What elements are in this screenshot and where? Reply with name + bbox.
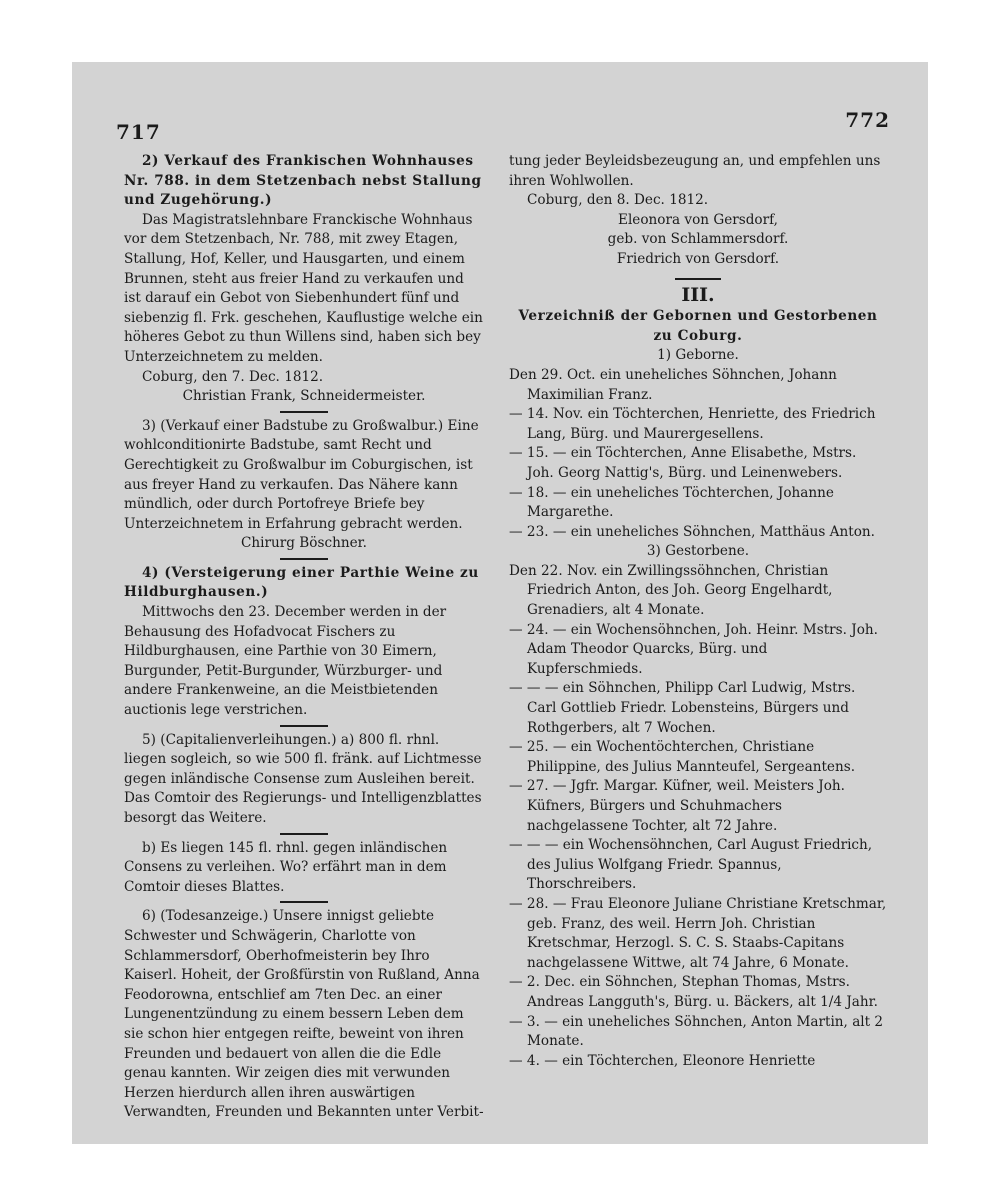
ad-signature: Christian Frank, Schneidermeister.: [182, 388, 426, 405]
right-column: [509, 152, 887, 1071]
divider: [280, 901, 328, 903]
section-numeral: III.: [681, 283, 715, 306]
divider: [280, 411, 328, 413]
register-entry: — — — ein Wochensöhnchen, Carl August Friedrich, des Julius Wolfgang Friedr. Spannus, Thorschreibers.: [509, 837, 873, 893]
ad-body: Mittwochs den 23. December werden in der Behausung des Hofadvocat Fischers zu Hildburghausen, eine Parthie von 30 Eimern, Burgunder, Petit-Burgunder, Würzburger- und andere Frankenweine, an die Meistbietenden auctionis lege verstrichen.: [124, 604, 447, 719]
page-number-right: 772: [845, 108, 890, 132]
register-entry: — 4. — ein Töchterchen, Eleonore Henriette: [509, 1052, 816, 1069]
scanned-page: [72, 62, 928, 1144]
register-entry: — 15. — ein Töchterchen, Anne Elisabethe, Mstrs. Joh. Georg Nattig's, Bürg. und Leinenwebers.: [509, 445, 857, 481]
page-number-left: 717: [116, 120, 161, 144]
ad-signature: Chirurg Böschner.: [241, 535, 367, 552]
continued-text: tung jeder Beyleidsbezeugung an, und empfehlen uns ihren Wohlwollen.: [509, 153, 881, 189]
left-column: [124, 152, 484, 1123]
ad-heading: 4) (Versteigerung einer Parthie Weine zu Hildburghausen.): [124, 564, 479, 601]
register-entry: — 25. — ein Wochentöchterchen, Christiane Philippine, des Julius Mannteufel, Sergeantens.: [509, 739, 856, 775]
section-title: Verzeichniß der Gebornen und Gestorbenen zu Coburg.: [518, 308, 878, 344]
ad-body: b) Es liegen 145 fl. rhnl. gegen inländischen Consens zu verleihen. Wo? erfährt man in dem Comtoir dieses Blattes.: [124, 839, 448, 895]
register-entry: Den 29. Oct. ein uneheliches Söhnchen, Johann Maximilian Franz.: [509, 366, 837, 403]
register-entry: — 28. — Frau Eleonore Juliane Christiane Kretschmar, geb. Franz, des weil. Herrn Joh. Christian Kretschmar, Herzogl. S. C. S. Staabs-Capitans nachgelassene Wittwe, alt 74 Jahre, 6 Monate.: [509, 895, 887, 971]
died-heading: 3) Gestorbene.: [646, 543, 750, 560]
place-date: Coburg, den 8. Dec. 1812.: [527, 192, 709, 209]
register-entry: — 27. — Jgfr. Margar. Küfner, weil. Meisters Joh. Küfners, Bürgers und Schuhmachers nachgelassene Tochter, alt 72 Jahre.: [509, 778, 845, 834]
born-heading: 1) Geborne.: [657, 347, 739, 364]
signature-line: Friedrich von Gersdorf.: [616, 250, 780, 267]
register-entry: — — — ein Söhnchen, Philipp Carl Ludwig, Mstrs. Carl Gottlieb Friedr. Lobensteins, Bürgers und Rothgerbers, alt 7 Wochen.: [509, 680, 856, 736]
ad-body: Das Magistratslehnbare Franckische Wohnhaus vor dem Stetzenbach, Nr. 788, mit zwey Etagen, Stallung, Hof, Keller, und Hausgarten, und einem Brunnen, steht aus freier Hand zu verkaufen und ist darauf ein Gebot von Siebenhundert fünf und siebenzig fl. Frk. geschehen, Kauflustige welche ein höheres Gebot zu thun Willens sind, haben sich bey Unterzeichnetem zu melden.: [124, 211, 483, 365]
register-entry: — 23. — ein uneheliches Söhnchen, Matthäus Anton.: [509, 523, 875, 540]
ad-heading: 2) Verkauf des Frankischen Wohnhauses Nr. 788. in dem Stetzenbach nebst Stallung und Zugehörung.): [124, 153, 482, 209]
divider: [280, 833, 328, 835]
register-entry: — 2. Dec. ein Söhnchen, Stephan Thomas, Mstrs. Andreas Langguth's, Bürg. u. Bäckers, alt 1/4 Jahr.: [509, 974, 878, 1010]
signature-line: Eleonora von Gersdorf,: [618, 211, 778, 228]
divider: [675, 278, 721, 280]
register-entry: — 24. — ein Wochensöhnchen, Joh. Heinr. Mstrs. Joh. Adam Theodor Quarcks, Bürg. und Kupferschmieds.: [509, 621, 878, 677]
ad-body: 3) (Verkauf einer Badstube zu Großwalbur.) Eine wohlconditionirte Badstube, samt Recht und Gerechtigkeit zu Großwalbur im Coburgischen, ist aus freyer Hand zu verkaufen. Das Nähere kann mündlich, oder durch Portofreye Briefe bey Unterzeichnetem in Erfahrung gebracht werden.: [124, 417, 479, 532]
register-entry: — 14. Nov. ein Töchterchen, Henriette, des Friedrich Lang, Bürg. und Maurergesellens.: [509, 406, 876, 442]
register-entry: Den 22. Nov. ein Zwillingssöhnchen, Christian Friedrich Anton, des Joh. Georg Engelhardt, Grenadiers, alt 4 Monate.: [509, 562, 833, 619]
divider: [280, 725, 328, 727]
ad-body: 6) (Todesanzeige.) Unsere innigst geliebte Schwester und Schwägerin, Charlotte von Schlammersdorf, Oberhofmeisterin bey Ihro Kaiserl. Hoheit, der Großfürstin von Rußland, Anna Feodorowna, entschlief am 7ten Dec. an einer Lungenentzündung zu einem bessern Leben dem sie schon hier entgegen reifte, beweint von ihren Freunden und bedauert von allen die die Edle genau kannten. Wir zeigen dies mit verwunden Herzen hierdurch allen ihren auswärtigen Verwandten, Freunden und Bekannten unter Verbit-: [124, 908, 484, 1121]
register-entry: — 18. — ein uneheliches Töchterchen, Johanne Margarethe.: [509, 484, 834, 521]
ad-body: 5) (Capitalienverleihungen.) a) 800 fl. rhnl. liegen sogleich, so wie 500 fl. fränk. auf Lichtmesse gegen inländische Consense zum Ausleihen bereit. Das Comtoir des Regierungs- und Intelligenzblattes besorgt das Weitere.: [124, 731, 482, 826]
register-entry: — 3. — ein uneheliches Söhnchen, Anton Martin, alt 2 Monate.: [509, 1013, 884, 1050]
divider: [280, 558, 328, 560]
ad-place-date: Coburg, den 7. Dec. 1812.: [142, 368, 324, 385]
signature-line: geb. von Schlammersdorf.: [607, 231, 789, 248]
